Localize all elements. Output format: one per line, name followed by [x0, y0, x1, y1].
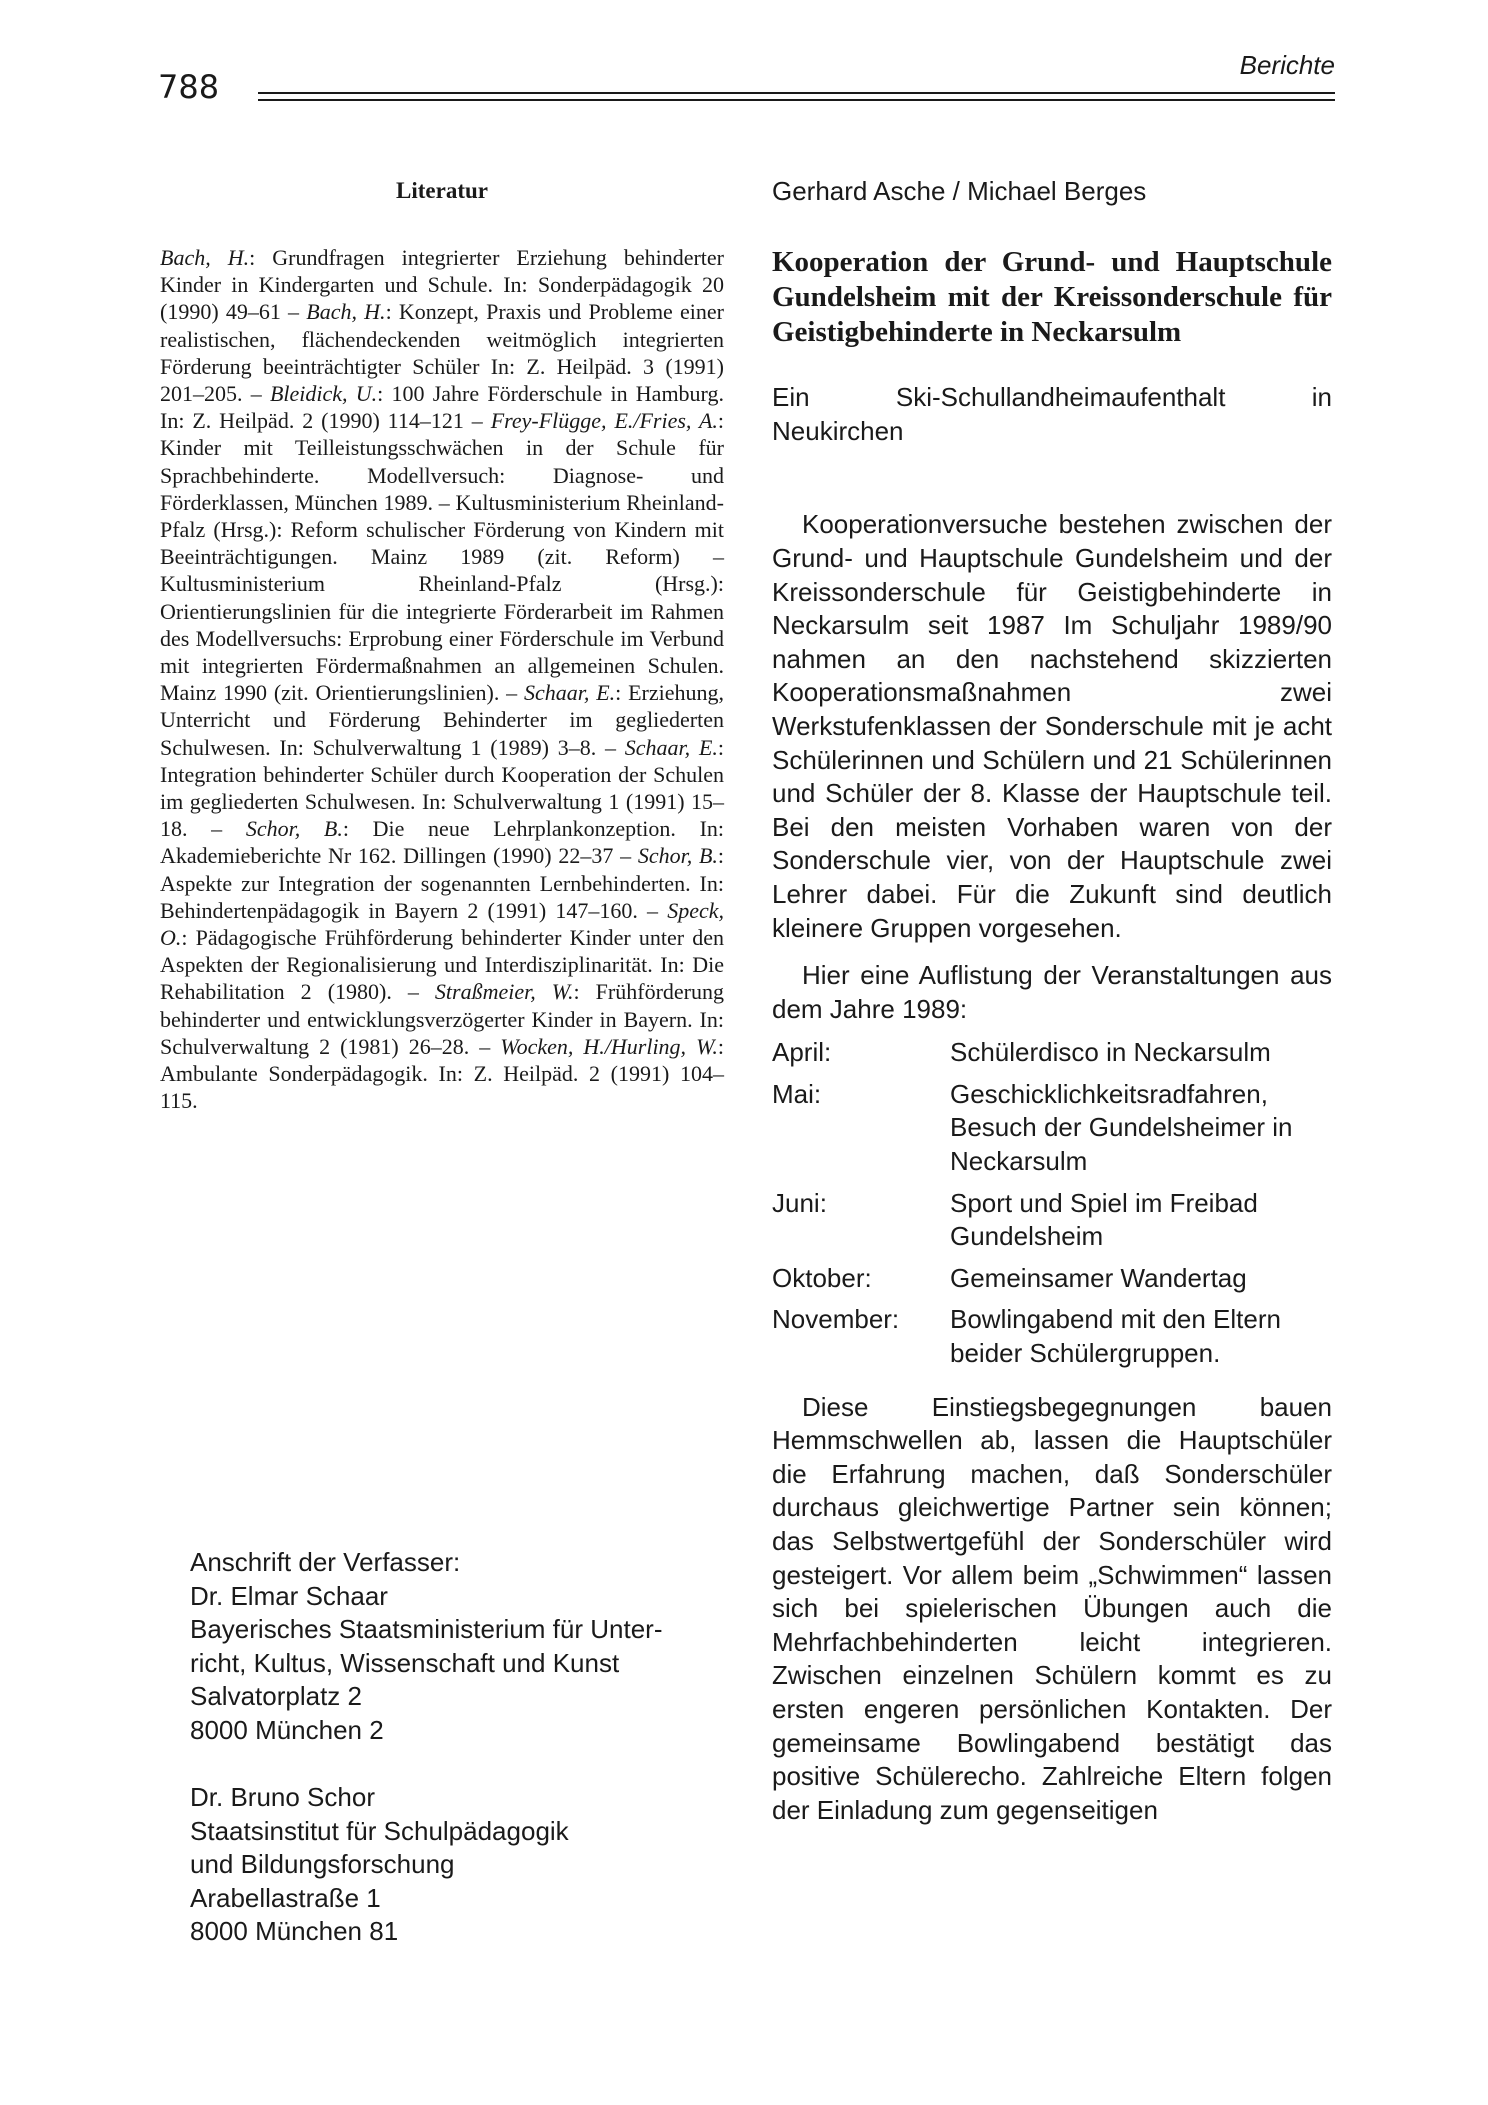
event-list — [772, 1036, 1332, 1370]
article-authors: Gerhard Asche / Michael Berges — [772, 176, 1147, 206]
header-rule — [258, 92, 1335, 94]
author2-org: und Bildungsforschung — [190, 1849, 455, 1879]
article-paragraph: Kooperationversuche bestehen zwischen der Grund- und Hauptschule Gundelsheim und der Kreissonderschule für Geistigbehinderte in Neckarsulm seit 1987 Im Schuljahr 1989/90 nahmen an den nachstehend skizzierten Kooperationsmaßnahmen zwei Werkstufenklassen der Sonderschule mit je acht Schülerinnen und Schülern und 21 Schülerinnen und Schüler der 8. Klasse der Hauptschule teil. Bei den meisten Vorhaben waren von der Sonderschule vier, von der Hauptschule zwei Lehrer dabei. Für die Zukunft sind deutlich kleinere Gruppen vorgesehen. — [772, 509, 1332, 943]
subtitle-line: Ein Ski-Schullandheimaufenthalt in — [772, 382, 1332, 413]
event-month: Oktober: — [772, 1262, 872, 1293]
author1-street: Salvatorplatz 2 — [190, 1681, 362, 1711]
literature-entries: Bach, H.: Grundfragen integrierter Erziehung behinderter Kinder in Kindergarten und Schule. In: Sonderpädagogik 20 (1990) 49–61 – Bach, H.: Konzept, Praxis und Probleme einer realistischen, flächendeckenden weitmöglich integrierten Förderung beeinträchtigter Schüler In: Z. Heilpäd. 3 (1991) 201–205. – Bleidick, U.: 100 Jahre Förderschule in Hamburg. In: Z. Heilpäd. 2 (1990) 114–121 – Frey-Flügge, E./Fries, A.: Kinder mit Teilleistungsschwächen in der Schule für Sprachbehinderte. Modellversuch: Diagnose- und Förderklassen, München 1989. – Kultusministerium Rheinland-Pfalz (Hrsg.): Reform schulischer Förderung von Kindern mit Beeinträchtigungen. Mainz 1989 (zit. Reform) – Kultusministerium Rheinland-Pfalz (Hrsg.): Orientierungslinien für die integrierte Förderarbeit im Rahmen des Modellversuchs: Erprobung einer Förderschule im Verbund mit integrierten Fördermaßnahmen an allgemeinen Schulen. Mainz 1990 (zit. Orientierungslinien). – Schaar, E.: Erziehung, Unterricht und Förderung Behinderter im gegliederten Schulwesen. In: Schulverwaltung 1 (1989) 3–8. – Schaar, E.: Integration behinderter Schüler durch Kooperation der Schulen im gegliederten Schulwesen. In: Schulverwaltung 1 (1991) 15–18. – Schor, B.: Die neue Lehrplankonzeption. In: Akademieberichte Nr 162. Dillingen (1990) 22–37 – Schor, B.: Aspekte zur Integration der sogenannten Lernbehinderten. In: Behindertenpädagogik in Bayern 2 (1991) 147–160. – Speck, O.: Pädagogische Frühförderung behinderter Kinder unter den Aspekten der Regionalisierung und Interdisziplinarität. In: Die Rehabilitation 2 (1980). – Straßmeier, W.: Frühförderung behinderter und entwicklungsverzögerter Kinder in Bayern. In: Schulverwaltung 2 (1981) 26–28. – Wocken, H./Hurling, W.: Ambulante Sonderpädagogik. In: Z. Heilpäd. 2 (1991) 104–115. — [160, 245, 725, 1114]
subtitle-line: Neukirchen — [772, 415, 904, 446]
event-row — [772, 1187, 1332, 1254]
author-address — [190, 1546, 730, 1949]
event-row — [772, 1303, 1332, 1370]
event-month: April: — [772, 1037, 832, 1068]
author1-name: Dr. Elmar Schaar — [190, 1580, 388, 1611]
author2-name: Dr. Bruno Schor — [190, 1782, 375, 1812]
author2-city: 8000 München 81 — [190, 1916, 399, 1946]
event-description: Sport und Spiel im Freibad Gundelsheim — [950, 1187, 1258, 1252]
page-number: 788 — [158, 68, 220, 106]
event-month: Mai: — [772, 1078, 822, 1109]
event-month: Juni: — [772, 1187, 827, 1218]
event-description: Gemeinsamer Wandertag — [950, 1262, 1247, 1293]
event-row — [772, 1036, 1332, 1070]
literature-heading: Literatur — [396, 178, 488, 203]
author1-org: Bayerisches Staatsministerium für Unter- — [190, 1614, 663, 1644]
author2-org: Staatsinstitut für Schulpädagogik — [190, 1815, 569, 1846]
article-paragraph: Hier eine Auflistung der Veranstaltungen aus dem Jahre 1989: — [772, 960, 1332, 1024]
literature-column — [160, 178, 724, 1115]
event-description: Bowlingabend mit den Eltern beider Schülergruppen. — [950, 1304, 1281, 1369]
event-description: Geschicklichkeitsradfahren, Besuch der Gundelsheimer in Neckarsulm — [950, 1078, 1293, 1177]
event-row — [772, 1262, 1332, 1296]
author1-city: 8000 München 2 — [190, 1714, 384, 1745]
address-heading: Anschrift der Verfasser: — [190, 1547, 461, 1577]
event-description: Schülerdisco in Neckarsulm — [950, 1037, 1271, 1068]
event-month: November: — [772, 1304, 900, 1335]
section-name: Berichte — [1239, 50, 1335, 80]
event-row — [772, 1078, 1332, 1179]
page-header — [158, 46, 1335, 106]
article-paragraph: Diese Einstiegsbegegnungen bauen Hemmschwellen ab, lassen die Hauptschüler die Erfahrung machen, daß Sonderschüler durchaus gleichwertige Partner sein können; das Selbstwertgefühl der Sonderschüler wird gesteigert. Vor allem beim „Schwimmen“ lassen sich bei spielerischen Übungen auch die Mehrfachbehinderten leicht integrieren. Zwischen einzelnen Schülern kommt es zu ersten engeren persönlichen Kontakten. Der gemeinsame Bowlingabend bestätigt das positive Schülerecho. Zahlreiche Eltern folgen der Einladung zum gegenseitigen — [772, 1391, 1332, 1825]
author2-street: Arabellastraße 1 — [190, 1882, 381, 1913]
author1-org: richt, Kultus, Wissenschaft und Kunst — [190, 1647, 620, 1678]
article-title: Kooperation der Grund- und Hauptschule Gundelsheim mit der Kreissonderschule für Geistigbehinderte in Neckarsulm — [772, 246, 1332, 348]
article-column — [772, 176, 1332, 1827]
article-subtitle — [772, 381, 1332, 448]
header-rule — [258, 99, 1335, 101]
